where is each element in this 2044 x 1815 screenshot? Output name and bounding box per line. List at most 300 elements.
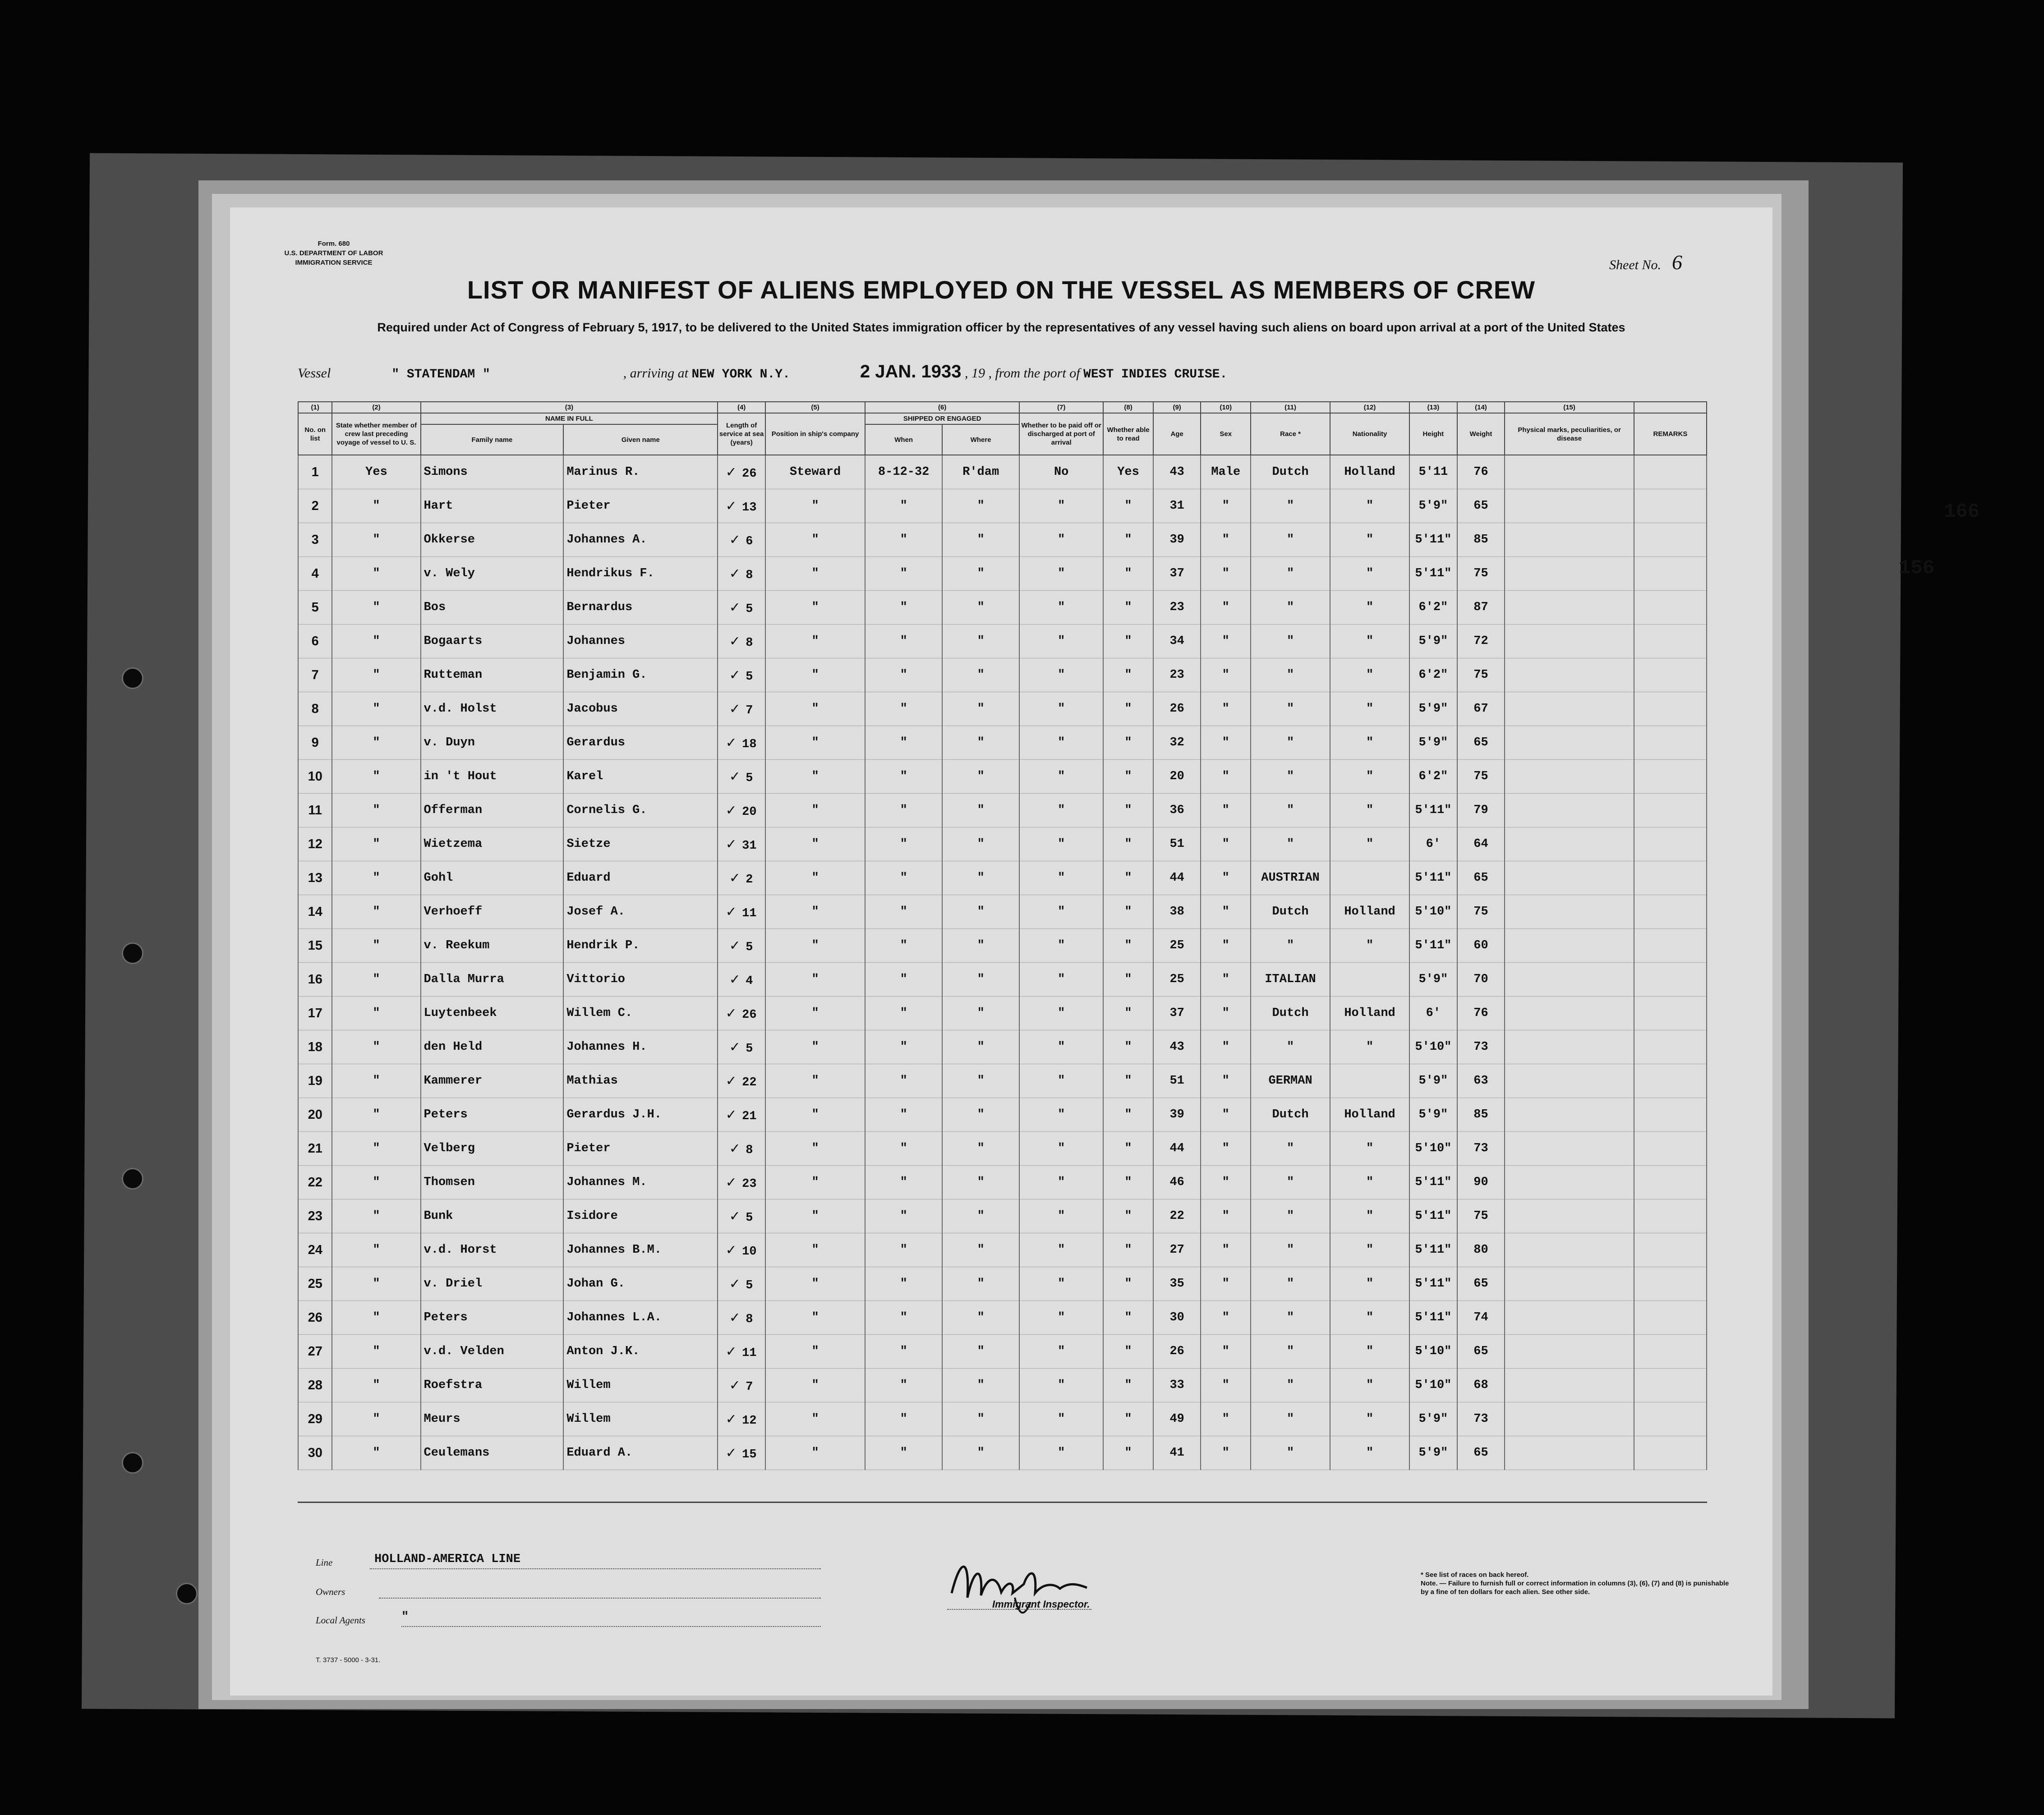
weight-cell: 80	[1457, 1233, 1505, 1267]
where-cell: "	[942, 1132, 1019, 1166]
family-name-cell: Luytenbeek	[421, 997, 564, 1030]
state-cell: "	[332, 658, 420, 692]
binder-hole-icon	[122, 1452, 143, 1474]
where-cell: "	[942, 861, 1019, 895]
row-number: 16	[298, 963, 332, 997]
table-row	[298, 557, 1707, 591]
when-cell: "	[865, 895, 942, 929]
weight-cell: 70	[1457, 963, 1505, 997]
weight-cell: 75	[1457, 760, 1505, 794]
remarks-cell	[1634, 929, 1707, 963]
table-row	[298, 625, 1707, 658]
race-cell: "	[1251, 489, 1330, 523]
position-cell: Steward	[765, 455, 865, 489]
remarks-cell	[1634, 827, 1707, 861]
remarks-cell	[1634, 1233, 1707, 1267]
row-number: 17	[298, 997, 332, 1030]
nationality-cell: "	[1330, 1166, 1409, 1199]
table-row	[298, 760, 1707, 794]
physical-marks-cell	[1505, 861, 1634, 895]
sex-cell: "	[1201, 997, 1251, 1030]
page-subtitle: Required under Act of Congress of February 5, 1917, to be delivered to the United States immigration officer by the representatives of any vessel having such aliens on board upon arrival at a port of the United States	[377, 321, 1625, 334]
paid-off-cell: "	[1019, 658, 1103, 692]
binder-hole-icon	[122, 1168, 143, 1190]
where-cell: "	[942, 929, 1019, 963]
sex-cell: "	[1201, 1166, 1251, 1199]
sex-cell: "	[1201, 1030, 1251, 1064]
paid-off-cell: "	[1019, 1233, 1103, 1267]
given-name-cell: Johannes B.M.	[563, 1233, 718, 1267]
col-num: (4)	[718, 402, 765, 413]
given-name-cell: Bernardus	[563, 591, 718, 625]
age-cell: 39	[1153, 1098, 1201, 1132]
family-name-cell: Kammerer	[421, 1064, 564, 1098]
paid-off-cell: "	[1019, 591, 1103, 625]
service-cell	[718, 489, 765, 523]
given-name-cell: Johannes L.A.	[563, 1301, 718, 1335]
check-mark-icon: ✓	[730, 1208, 740, 1226]
paid-off-cell: "	[1019, 963, 1103, 997]
paid-off-cell: "	[1019, 625, 1103, 658]
family-name-cell: in 't Hout	[421, 760, 564, 794]
position-cell: "	[765, 997, 865, 1030]
read-cell: "	[1103, 1166, 1153, 1199]
family-name-cell: v. Wely	[421, 557, 564, 591]
read-cell: "	[1103, 760, 1153, 794]
read-cell: "	[1103, 489, 1153, 523]
age-cell: 27	[1153, 1233, 1201, 1267]
physical-marks-cell	[1505, 591, 1634, 625]
paid-off-cell: "	[1019, 1132, 1103, 1166]
nationality-cell: "	[1330, 827, 1409, 861]
form-number: Form. 680	[318, 240, 350, 248]
table-row	[298, 1132, 1707, 1166]
sex-cell: "	[1201, 523, 1251, 557]
where-cell: "	[942, 489, 1019, 523]
nationality-cell	[1330, 1064, 1409, 1098]
check-mark-icon: ✓	[730, 634, 740, 651]
row-number: 9	[298, 726, 332, 760]
position-cell: "	[765, 658, 865, 692]
state-cell: "	[332, 1199, 420, 1233]
given-name-cell: Hendrikus F.	[563, 557, 718, 591]
height-cell: 5'11"	[1409, 557, 1457, 591]
line-value: HOLLAND-AMERICA LINE	[374, 1553, 521, 1566]
where-cell: "	[942, 658, 1019, 692]
service-years: 6	[746, 535, 753, 548]
weight-cell: 76	[1457, 455, 1505, 489]
state-cell: "	[332, 557, 420, 591]
row-number: 10	[298, 760, 332, 794]
read-cell: "	[1103, 625, 1153, 658]
given-name-cell: Johannes H.	[563, 1030, 718, 1064]
year-label: , 19	[964, 366, 985, 381]
header-shipped: SHIPPED OR ENGAGED	[865, 413, 1019, 424]
height-cell: 6'2"	[1409, 591, 1457, 625]
sex-cell: "	[1201, 1301, 1251, 1335]
state-cell: "	[332, 963, 420, 997]
col-num: (5)	[765, 402, 865, 413]
header-weight: Weight	[1457, 413, 1505, 455]
when-cell: "	[865, 523, 942, 557]
row-number: 15	[298, 929, 332, 963]
position-cell: "	[765, 1098, 865, 1132]
sex-cell: "	[1201, 1436, 1251, 1470]
sex-cell: "	[1201, 861, 1251, 895]
nationality-cell: "	[1330, 557, 1409, 591]
service-years: 23	[742, 1177, 757, 1191]
table-row	[298, 1335, 1707, 1369]
weight-cell: 90	[1457, 1166, 1505, 1199]
nationality-cell: "	[1330, 625, 1409, 658]
sex-cell: "	[1201, 1064, 1251, 1098]
given-name-cell: Jacobus	[563, 692, 718, 726]
table-row	[298, 591, 1707, 625]
check-mark-icon: ✓	[730, 701, 740, 718]
paid-off-cell: "	[1019, 1335, 1103, 1369]
read-cell: "	[1103, 726, 1153, 760]
height-cell: 5'10"	[1409, 1369, 1457, 1402]
read-cell: "	[1103, 523, 1153, 557]
owners-label: Owners	[316, 1586, 345, 1597]
paid-off-cell: No	[1019, 455, 1103, 489]
service-cell	[718, 1030, 765, 1064]
service-cell	[718, 861, 765, 895]
physical-marks-cell	[1505, 1436, 1634, 1470]
height-cell: 6'	[1409, 827, 1457, 861]
sex-cell: "	[1201, 557, 1251, 591]
service-name: IMMIGRATION SERVICE	[295, 259, 373, 267]
race-cell: "	[1251, 760, 1330, 794]
service-years: 2	[746, 873, 753, 887]
when-cell: "	[865, 1369, 942, 1402]
age-cell: 51	[1153, 1064, 1201, 1098]
race-cell: AUSTRIAN	[1251, 861, 1330, 895]
when-cell: "	[865, 1301, 942, 1335]
remarks-cell	[1634, 1064, 1707, 1098]
from-label: , from the port of	[988, 366, 1080, 381]
given-name-cell: Willem C.	[563, 997, 718, 1030]
sex-cell: "	[1201, 1369, 1251, 1402]
given-name-cell: Marinus R.	[563, 455, 718, 489]
height-cell: 5'11"	[1409, 794, 1457, 827]
height-cell: 6'2"	[1409, 658, 1457, 692]
state-cell: Yes	[332, 455, 420, 489]
family-name-cell: Dalla Murra	[421, 963, 564, 997]
race-cell: "	[1251, 1335, 1330, 1369]
height-cell: 5'9"	[1409, 625, 1457, 658]
arriving-label: , arriving at	[623, 366, 688, 381]
where-cell: "	[942, 895, 1019, 929]
weight-cell: 85	[1457, 1098, 1505, 1132]
arriving-port: NEW YORK N.Y.	[691, 368, 790, 381]
table-row	[298, 963, 1707, 997]
service-years: 7	[746, 1380, 753, 1394]
state-cell: "	[332, 726, 420, 760]
col-num: (14)	[1457, 402, 1505, 413]
age-cell: 49	[1153, 1402, 1201, 1436]
when-cell: "	[865, 1098, 942, 1132]
nationality-cell: Holland	[1330, 895, 1409, 929]
row-number: 4	[298, 557, 332, 591]
service-cell	[718, 929, 765, 963]
remarks-cell	[1634, 1301, 1707, 1335]
physical-marks-cell	[1505, 455, 1634, 489]
service-cell	[718, 692, 765, 726]
check-mark-icon: ✓	[726, 1107, 736, 1124]
service-years: 18	[742, 738, 757, 751]
where-cell: "	[942, 827, 1019, 861]
read-cell: "	[1103, 591, 1153, 625]
service-cell	[718, 1166, 765, 1199]
col-num: (12)	[1330, 402, 1409, 413]
race-cell: "	[1251, 1030, 1330, 1064]
race-cell: "	[1251, 794, 1330, 827]
stamp-number-156: 156	[1899, 557, 1935, 579]
line-rule	[370, 1568, 821, 1569]
age-cell: 25	[1153, 929, 1201, 963]
nationality-cell: "	[1330, 658, 1409, 692]
sheet-no-value: 6	[1672, 251, 1682, 274]
position-cell: "	[765, 1166, 865, 1199]
owners-rule	[379, 1598, 821, 1599]
check-mark-icon: ✓	[730, 600, 740, 617]
given-name-cell: Mathias	[563, 1064, 718, 1098]
family-name-cell: Gohl	[421, 861, 564, 895]
family-name-cell: v.d. Velden	[421, 1335, 564, 1369]
header-race: Race *	[1251, 413, 1330, 455]
family-name-cell: Roefstra	[421, 1369, 564, 1402]
service-cell	[718, 963, 765, 997]
row-number: 21	[298, 1132, 332, 1166]
height-cell: 5'9"	[1409, 726, 1457, 760]
row-number: 3	[298, 523, 332, 557]
header-when: When	[865, 424, 942, 455]
remarks-cell	[1634, 455, 1707, 489]
family-name-cell: Simons	[421, 455, 564, 489]
table-row	[298, 1267, 1707, 1301]
nationality-cell	[1330, 963, 1409, 997]
check-mark-icon: ✓	[730, 532, 740, 549]
where-cell: "	[942, 1199, 1019, 1233]
physical-marks-cell	[1505, 1267, 1634, 1301]
read-cell: "	[1103, 1098, 1153, 1132]
col-num: (10)	[1201, 402, 1251, 413]
position-cell: "	[765, 726, 865, 760]
table-row	[298, 692, 1707, 726]
physical-marks-cell	[1505, 489, 1634, 523]
row-number: 25	[298, 1267, 332, 1301]
position-cell: "	[765, 1064, 865, 1098]
age-cell: 36	[1153, 794, 1201, 827]
header-family-name: Family name	[421, 424, 564, 455]
nationality-cell: "	[1330, 794, 1409, 827]
inspector-label: Immigrant Inspector.	[992, 1599, 1090, 1610]
remarks-cell	[1634, 557, 1707, 591]
row-number: 19	[298, 1064, 332, 1098]
race-cell: "	[1251, 1166, 1330, 1199]
service-years: 5	[746, 602, 753, 616]
table-row	[298, 455, 1707, 489]
remarks-cell	[1634, 1369, 1707, 1402]
service-cell	[718, 591, 765, 625]
table-row	[298, 1436, 1707, 1470]
sex-cell: "	[1201, 929, 1251, 963]
position-cell: "	[765, 1402, 865, 1436]
vessel-line	[298, 362, 1718, 382]
weight-cell: 75	[1457, 557, 1505, 591]
weight-cell: 75	[1457, 658, 1505, 692]
paid-off-cell: "	[1019, 1030, 1103, 1064]
height-cell: 5'11"	[1409, 1267, 1457, 1301]
age-cell: 26	[1153, 692, 1201, 726]
family-name-cell: Peters	[421, 1098, 564, 1132]
remarks-cell	[1634, 861, 1707, 895]
service-cell	[718, 1402, 765, 1436]
read-cell: Yes	[1103, 455, 1153, 489]
table-row	[298, 1064, 1707, 1098]
age-cell: 31	[1153, 489, 1201, 523]
page-title: LIST OR MANIFEST OF ALIENS EMPLOYED ON THE VESSEL AS MEMBERS OF CREW	[467, 276, 1536, 304]
physical-marks-cell	[1505, 726, 1634, 760]
service-cell	[718, 1436, 765, 1470]
table-row	[298, 1233, 1707, 1267]
service-cell	[718, 1132, 765, 1166]
when-cell: "	[865, 794, 942, 827]
height-cell: 5'11"	[1409, 523, 1457, 557]
nationality-cell: "	[1330, 1369, 1409, 1402]
weight-cell: 64	[1457, 827, 1505, 861]
service-years: 5	[746, 670, 753, 684]
department-name: U.S. DEPARTMENT OF LABOR	[284, 249, 383, 257]
family-name-cell: v. Driel	[421, 1267, 564, 1301]
table-row	[298, 1402, 1707, 1436]
row-number: 13	[298, 861, 332, 895]
when-cell: "	[865, 726, 942, 760]
check-mark-icon: ✓	[726, 836, 736, 854]
weight-cell: 72	[1457, 625, 1505, 658]
height-cell: 5'10"	[1409, 1335, 1457, 1369]
where-cell: "	[942, 1436, 1019, 1470]
service-years: 8	[746, 569, 753, 582]
weight-cell: 73	[1457, 1030, 1505, 1064]
state-cell: "	[332, 1064, 420, 1098]
header-sex: Sex	[1201, 413, 1251, 455]
nationality-cell: "	[1330, 591, 1409, 625]
position-cell: "	[765, 760, 865, 794]
table-row	[298, 726, 1707, 760]
given-name-cell: Johannes	[563, 625, 718, 658]
weight-cell: 85	[1457, 523, 1505, 557]
service-years: 22	[742, 1076, 757, 1089]
check-mark-icon: ✓	[726, 464, 736, 482]
paid-off-cell: "	[1019, 827, 1103, 861]
given-name-cell: Sietze	[563, 827, 718, 861]
remarks-cell	[1634, 1166, 1707, 1199]
binder-hole-icon	[122, 942, 143, 964]
read-cell: "	[1103, 1030, 1153, 1064]
read-cell: "	[1103, 997, 1153, 1030]
position-cell: "	[765, 1267, 865, 1301]
when-cell: 8-12-32	[865, 455, 942, 489]
state-cell: "	[332, 489, 420, 523]
state-cell: "	[332, 861, 420, 895]
remarks-cell	[1634, 692, 1707, 726]
physical-marks-cell	[1505, 929, 1634, 963]
check-mark-icon: ✓	[730, 1141, 740, 1158]
remarks-cell	[1634, 1098, 1707, 1132]
height-cell: 5'11"	[1409, 1301, 1457, 1335]
service-years: 31	[742, 839, 757, 853]
row-number: 29	[298, 1402, 332, 1436]
state-cell: "	[332, 760, 420, 794]
paid-off-cell: "	[1019, 1369, 1103, 1402]
given-name-cell: Anton J.K.	[563, 1335, 718, 1369]
service-cell	[718, 1301, 765, 1335]
given-name-cell: Pieter	[563, 489, 718, 523]
height-cell: 5'11"	[1409, 861, 1457, 895]
manifest-page	[230, 207, 1980, 1696]
nationality-cell: Holland	[1330, 455, 1409, 489]
nationality-cell: "	[1330, 1199, 1409, 1233]
state-cell: "	[332, 1132, 420, 1166]
table-row	[298, 1301, 1707, 1335]
race-cell: "	[1251, 591, 1330, 625]
where-cell: "	[942, 1030, 1019, 1064]
row-number: 23	[298, 1199, 332, 1233]
age-cell: 35	[1153, 1267, 1201, 1301]
table-row	[298, 895, 1707, 929]
when-cell: "	[865, 760, 942, 794]
height-cell: 5'9"	[1409, 1064, 1457, 1098]
header-position: Position in ship's company	[765, 413, 865, 455]
weight-cell: 63	[1457, 1064, 1505, 1098]
check-mark-icon: ✓	[726, 1073, 736, 1090]
where-cell: "	[942, 726, 1019, 760]
where-cell: "	[942, 557, 1019, 591]
service-years: 5	[746, 1042, 753, 1056]
age-cell: 20	[1153, 760, 1201, 794]
race-cell: "	[1251, 1132, 1330, 1166]
position-cell: "	[765, 1030, 865, 1064]
race-cell: "	[1251, 827, 1330, 861]
service-years: 5	[746, 1279, 753, 1292]
race-cell: Dutch	[1251, 1098, 1330, 1132]
state-cell: "	[332, 1098, 420, 1132]
sex-cell: "	[1201, 658, 1251, 692]
where-cell: "	[942, 625, 1019, 658]
header-given-name: Given name	[563, 424, 718, 455]
where-cell: "	[942, 523, 1019, 557]
when-cell: "	[865, 1402, 942, 1436]
sex-cell: "	[1201, 1402, 1251, 1436]
physical-marks-cell	[1505, 895, 1634, 929]
position-cell: "	[765, 1199, 865, 1233]
age-cell: 23	[1153, 591, 1201, 625]
check-mark-icon: ✓	[726, 1445, 736, 1462]
age-cell: 39	[1153, 523, 1201, 557]
when-cell: "	[865, 861, 942, 895]
state-cell: "	[332, 1030, 420, 1064]
given-name-cell: Willem	[563, 1369, 718, 1402]
nationality-cell: Holland	[1330, 997, 1409, 1030]
given-name-cell: Pieter	[563, 1132, 718, 1166]
remarks-cell	[1634, 1030, 1707, 1064]
where-cell: "	[942, 997, 1019, 1030]
position-cell: "	[765, 1233, 865, 1267]
where-cell: "	[942, 1267, 1019, 1301]
service-cell	[718, 557, 765, 591]
